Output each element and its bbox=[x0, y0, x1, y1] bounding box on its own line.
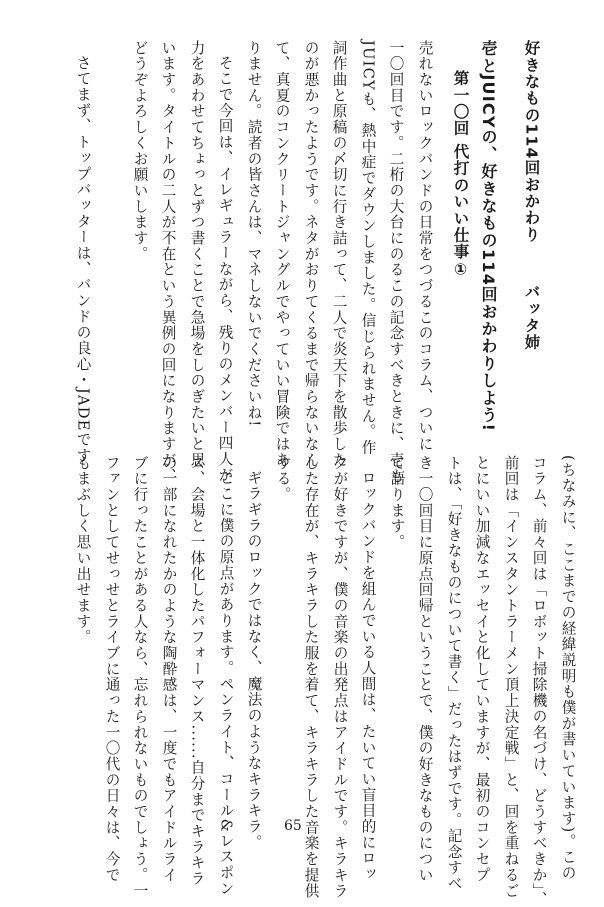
series-title: 好きなもの114回おかわり bbox=[522, 40, 541, 243]
article-subtitle: 第一〇回 代打のいい仕事① bbox=[451, 70, 470, 280]
body-column: そこで今回は、イレギュラーながら、残りのメンバー四人が bbox=[216, 55, 234, 483]
body-column: 力をあわせてちょっとずつ書くことで急場をしのぎたいと思 bbox=[188, 40, 206, 468]
body-column: ロックバンドを組んでいる人間は、たいてい盲目的にロッ bbox=[359, 470, 377, 883]
body-column: トは、「好きなものについて書く」だったはずです。記念すべ bbox=[445, 455, 463, 892]
body-column: 一〇回目です。二桁の大台にのるこの記念すべきときに、壱も bbox=[387, 40, 405, 484]
body-column: とにいい加減なエッセイと化していますが、最初のコンセプ bbox=[473, 455, 491, 883]
body-column: ファンとしてせっせとライブに通った一〇代の日々は、今で bbox=[103, 455, 121, 883]
body-column: する。 bbox=[274, 455, 292, 503]
body-column: JUICYも、熱中症でダウンしました。信じられません。作 bbox=[359, 40, 377, 456]
author-name: バッタ姉 bbox=[522, 284, 541, 351]
page-number: 65 bbox=[284, 818, 302, 834]
body-column: ス、会場と一体化したパフォーマンス......自分までキラキラ bbox=[188, 455, 206, 887]
body-column: 前回は「インスタントラーメン頂上決定戦」と、回を重ねるご bbox=[502, 455, 520, 899]
body-column: さてまず、トップバッターは、バンドの良心・JADEです bbox=[74, 55, 92, 464]
body-column: りません。読者の皆さんは、マネしないでくださいね! bbox=[245, 40, 263, 428]
body-column: の一部になれたかのような陶酔感は、一度でもアイドルライ bbox=[160, 455, 178, 883]
body-column: ブに行ったことがある人なら、忘れられないものでしょう。一 bbox=[131, 455, 149, 899]
article-title: 壱とJUICYの、好きなもの114回おかわりしよう! bbox=[479, 40, 498, 433]
body-column: て、真夏のコンクリートジャングルでやっていい冒険ではあ bbox=[273, 40, 291, 468]
body-column: ここに僕の原点があります。ペンライト、コール&レスポン bbox=[217, 470, 235, 897]
body-column: した存在が、キラキラした服を着て、キラキラした音楽を提供 bbox=[302, 455, 320, 899]
body-column: (ちなみに、ここまでの経緯説明も僕が書いています)。この bbox=[559, 455, 577, 881]
body-column: き一〇回目に原点回帰ということで、僕の好きなものについ bbox=[416, 455, 434, 883]
body-column: 詞作曲と原稿の〆切に行き詰って、二人で炎天下を散歩した bbox=[330, 40, 348, 468]
body-column: コラム、前々回は「ロボット掃除機の名づけ、どうすべきか」、 bbox=[530, 455, 548, 907]
body-column: もまぶしく思い出せます。 bbox=[74, 455, 92, 646]
body-column: どうぞよろしくお願いします。 bbox=[131, 40, 149, 262]
body-column: のが悪かったようです。ネタがおりてくるまで帰らないなん bbox=[302, 40, 320, 468]
body-column: います。タイトルの二人が不在という異例の回になりますが、 bbox=[159, 40, 177, 484]
body-column: ギラギラのロックではなく、魔法のようなキラキラ。 bbox=[245, 470, 263, 851]
body-column: て語ります。 bbox=[388, 455, 406, 551]
body-column: 売れないロックバンドの日常をつづるこのコラム、ついに bbox=[416, 40, 434, 453]
body-column: クが好きですが、僕の音楽の出発点はアイドルです。キラキラ bbox=[331, 455, 349, 899]
